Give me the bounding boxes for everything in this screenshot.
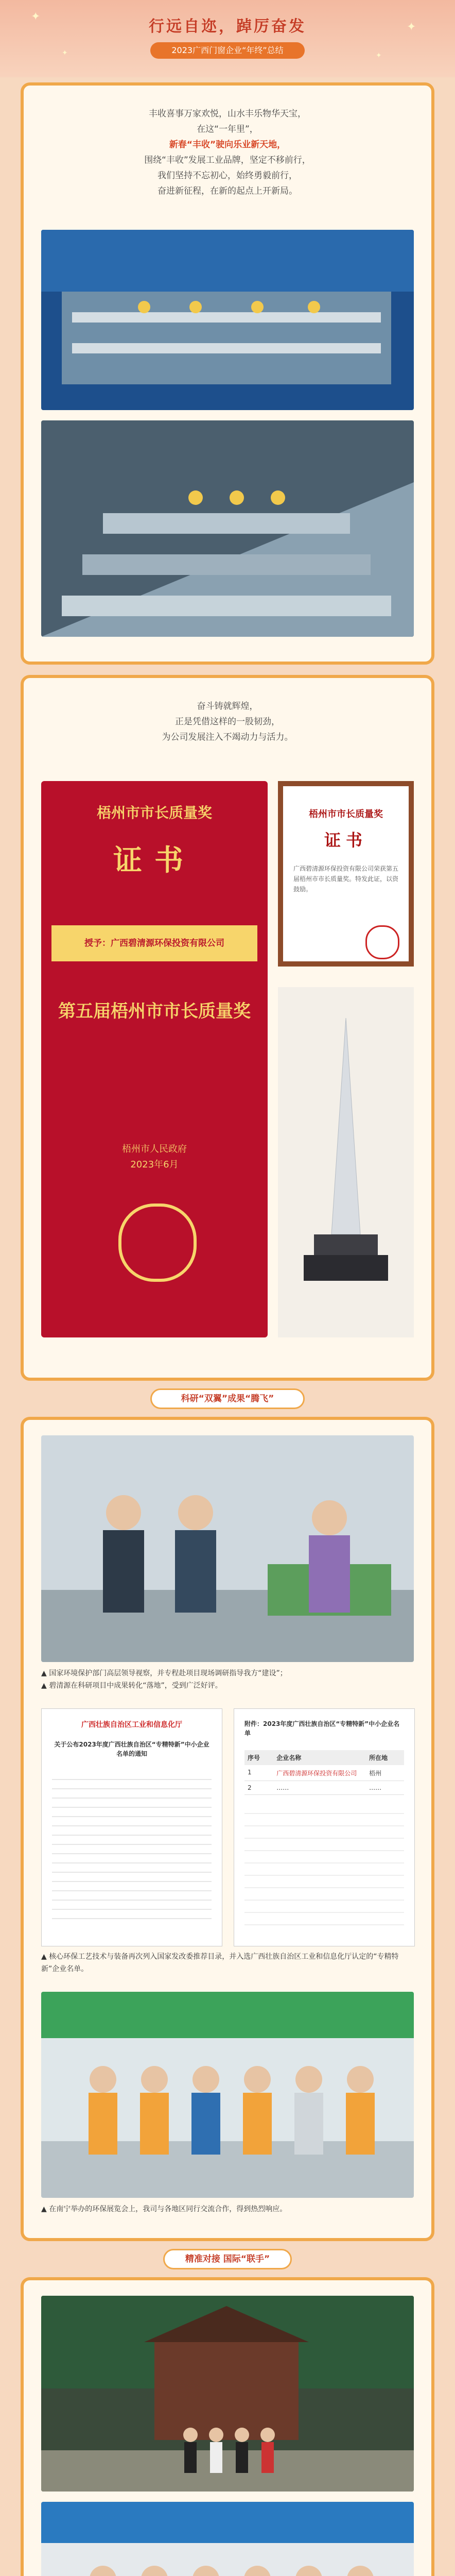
- cert-body: 广西碧清源环保投资有限公司荣获第五届梧州市市长质量奖。特发此证，以资鼓励。: [293, 865, 399, 893]
- award-intro: [24, 678, 431, 745]
- doc-td: 1: [248, 1769, 252, 1776]
- intro-text: [24, 86, 431, 199]
- cert-label: 证书: [324, 831, 367, 850]
- doc-header: 广西壮族自治区工业和信息化厅: [81, 1721, 182, 1729]
- caption-line: ▲ 核心环保工艺技术与装备再次列入国家发改委推荐目录，并入选广西壮族自治区工业和信息化厅认定的“专精特新”企业名单。: [41, 1953, 399, 1973]
- top-banner: [0, 0, 455, 77]
- plaque-ribbon: 授予：广西碧清源环保投资有限公司: [51, 925, 257, 961]
- research-card: [21, 1417, 434, 2241]
- doc-td: ……: [276, 1784, 289, 1791]
- plaque-date: 2023年6月: [130, 1159, 179, 1170]
- doc-th: 所在地: [369, 1754, 388, 1761]
- intro-line: 奋进新征程，在新的起点上开新局。: [157, 186, 297, 196]
- intro-line: 丰收喜事万家欢悦，山水丰乐物华天宝，: [149, 109, 306, 119]
- caption-line: ▲ 国家环境保护部门高层领导视察，并专程赴项目现场调研指导我方“建设”；: [41, 1669, 287, 1677]
- section-tag-label: 精准对接 国际“联手”: [185, 2254, 270, 2264]
- star-icon: ✦: [407, 21, 416, 33]
- doc-th: 企业名称: [276, 1754, 302, 1761]
- caption-1: [36, 1667, 419, 1692]
- section-tag-international: [163, 2249, 292, 2269]
- award-plaque: [41, 781, 268, 1337]
- caption-2: [36, 1951, 419, 1975]
- factory-photo-1: [41, 230, 414, 410]
- plaque-label: 证书: [113, 844, 196, 877]
- document-page-2: [234, 1708, 415, 1946]
- doc-td: 梧州: [369, 1770, 382, 1777]
- seal-icon: [118, 1204, 197, 1282]
- page-title: 行远自迩，踔厉奋发: [149, 18, 306, 36]
- factory-photo-2: [41, 420, 414, 637]
- doc-body-lines: [52, 1771, 212, 1925]
- international-card: [21, 2277, 434, 2576]
- table-row: [244, 1781, 404, 1795]
- section-tag-research: [150, 1388, 305, 1409]
- cert-title: 梧州市市长质量奖: [309, 809, 383, 820]
- award-line: 正是凭借这样的一股韧劲，: [175, 717, 280, 727]
- star-icon: ✦: [376, 52, 382, 60]
- intro-line: 围绕“丰收”发展工业品牌，坚定不移前行，: [144, 155, 311, 165]
- star-icon: ✦: [62, 49, 68, 57]
- table-row: [244, 1766, 404, 1781]
- section-tag-label: 科研“双翼”成果“腾飞”: [181, 1394, 274, 1404]
- doc-table-header: [244, 1750, 404, 1765]
- doc-th: 序号: [248, 1754, 260, 1761]
- exhibition-photo: [41, 1992, 414, 2198]
- caption-line: ▲ 在南宁举办的环保展览会上，我司与各地区同行交流合作，得到热烈响应。: [41, 2205, 287, 2213]
- page-subtitle: 2023广西门窗企业“年终”总结: [150, 42, 305, 59]
- caption-line: ▲ 碧清源在科研项目中成果转化“落地”，受到广泛好评。: [41, 1682, 222, 1690]
- doc-table-lines: [244, 1802, 404, 1925]
- trophy-photo: [278, 987, 414, 1337]
- award-certificate: [278, 781, 414, 967]
- intro-line: 在这“一年里”，: [197, 124, 258, 134]
- award-line: 为公司发展注入不竭动力与活力。: [162, 732, 293, 742]
- stamp-icon: [365, 925, 399, 959]
- doc-td: 2: [248, 1784, 252, 1791]
- intro-line: 新春“丰收”驶向乐业新天地，: [169, 140, 286, 150]
- team-photo-1: [41, 2296, 414, 2492]
- intro-line: 我们坚持不忘初心，始终勇毅前行，: [157, 171, 297, 181]
- doc-table-title: 附件：2023年度广西壮族自治区“专精特新”中小企业名单: [244, 1720, 400, 1737]
- plaque-main: 第五届梧州市市长质量奖: [58, 1001, 251, 1022]
- star-icon: ✦: [31, 10, 41, 23]
- document-page-1: [41, 1708, 222, 1946]
- caption-3: [36, 2203, 419, 2215]
- doc-td: ……: [369, 1784, 382, 1791]
- award-card: [21, 675, 434, 1381]
- doc-td: 广西碧清源环保投资有限公司: [276, 1770, 357, 1777]
- plaque-top: 梧州市市长质量奖: [96, 804, 212, 821]
- visit-photo: [41, 1435, 414, 1662]
- intro-card: [21, 82, 434, 665]
- doc-title: 关于公布2023年度广西壮族自治区“专精特新”中小企业名单的通知: [54, 1741, 209, 1757]
- plaque-issuer: 梧州市人民政府: [122, 1144, 187, 1155]
- award-line: 奋斗铸就辉煌，: [197, 701, 258, 711]
- team-photo-2: [41, 2502, 414, 2576]
